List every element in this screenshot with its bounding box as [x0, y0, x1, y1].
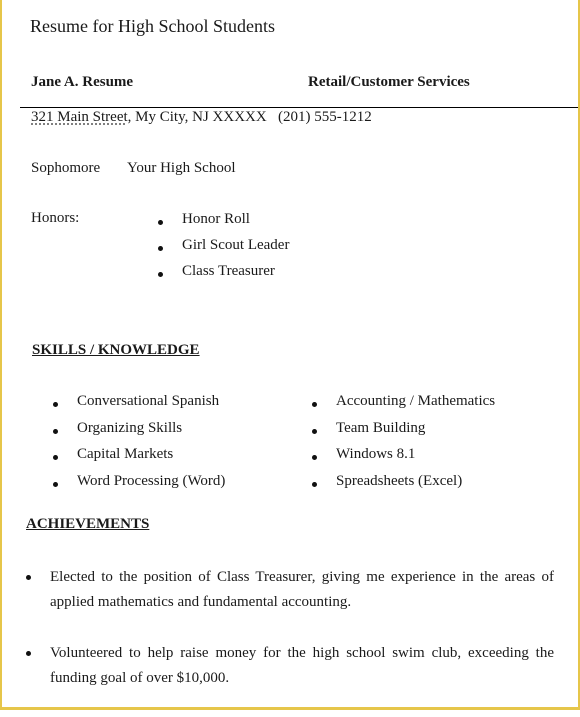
- list-item: Accounting / Mathematics: [310, 393, 495, 420]
- list-item: Conversational Spanish: [51, 393, 225, 420]
- list-item: Spreadsheets (Excel): [310, 473, 495, 500]
- contact-line: [31, 109, 372, 126]
- list-item: Elected to the position of Class Treasurer, giving me experience in the areas of applied mathematics and fundamental accounting.: [24, 565, 554, 615]
- achievements-list: [24, 565, 554, 717]
- target-role: Retail/Customer Services: [308, 74, 470, 90]
- honors-label: Honors:: [31, 210, 80, 226]
- list-item: Organizing Skills: [51, 420, 225, 447]
- achievements-heading: ACHIEVEMENTS: [26, 516, 150, 532]
- list-item: Volunteered to help raise money for the high school swim club, exceeding the funding goal of over $10,000.: [24, 641, 554, 691]
- document-title: Resume for High School Students: [30, 16, 275, 36]
- grade-level: Sophomore: [31, 160, 101, 176]
- header-divider: [20, 107, 578, 108]
- list-item: Word Processing (Word): [51, 473, 225, 500]
- applicant-name: Jane A. Resume: [31, 74, 134, 90]
- school-name: Your High School: [127, 160, 236, 176]
- list-item: Windows 8.1: [310, 446, 495, 473]
- address-city: , My City, NJ XXXXX: [127, 109, 267, 125]
- list-item: Team Building: [310, 420, 495, 447]
- skills-list-right: [310, 393, 495, 499]
- list-item: Class Treasurer: [156, 263, 289, 289]
- honors-list: [156, 211, 289, 289]
- skills-heading: SKILLS / KNOWLEDGE: [32, 342, 200, 358]
- list-item: Honor Roll: [156, 211, 289, 237]
- list-item: Girl Scout Leader: [156, 237, 289, 263]
- address-street: 321 Main Street: [31, 109, 128, 125]
- phone-number: (201) 555-1212: [277, 109, 372, 125]
- skills-list-left: [51, 393, 225, 499]
- list-item: Capital Markets: [51, 446, 225, 473]
